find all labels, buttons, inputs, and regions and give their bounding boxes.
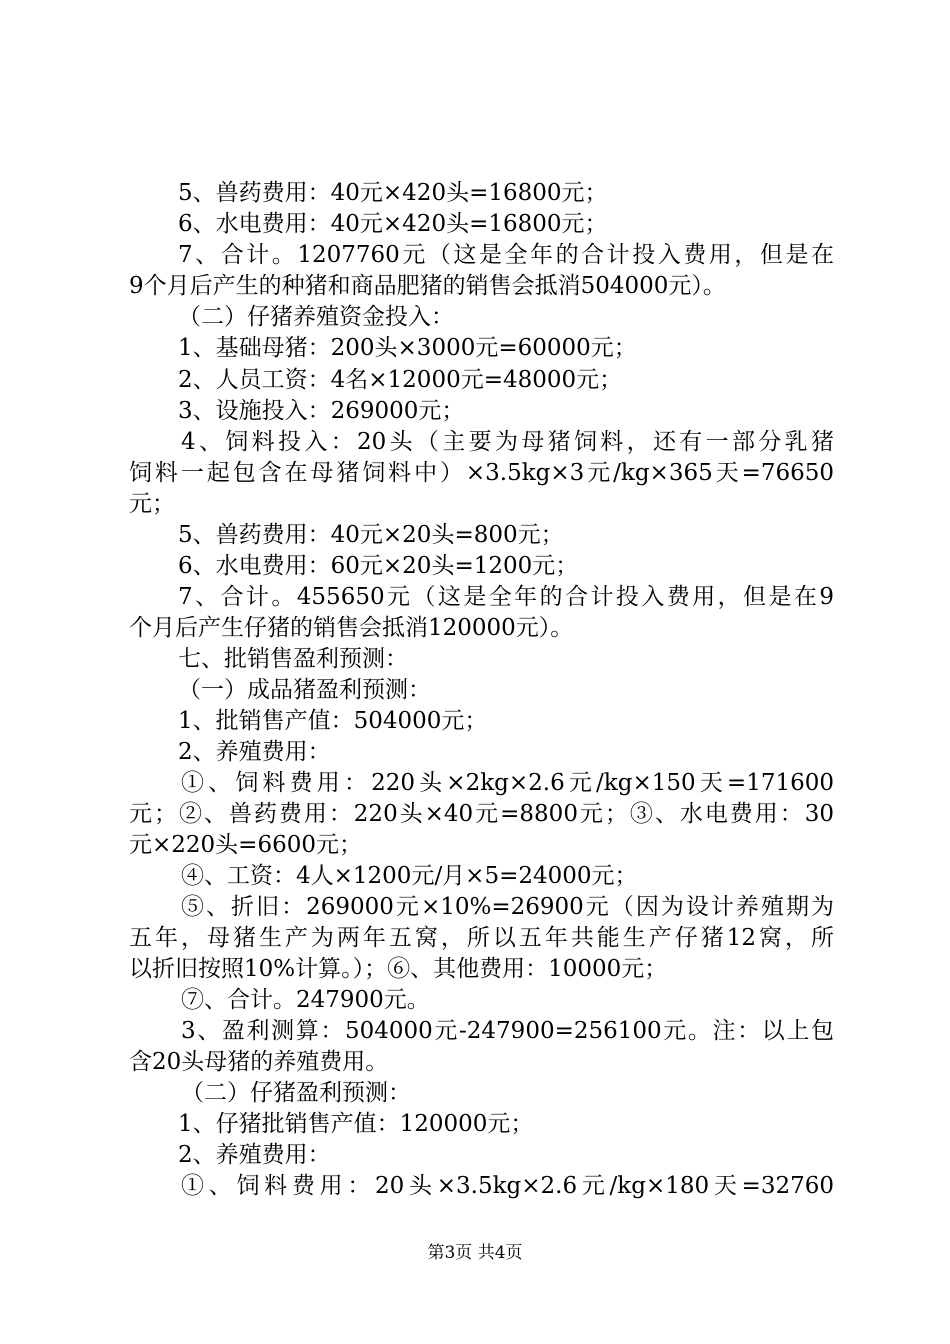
text-line-feed-end: 元； (129, 491, 175, 517)
page-footer: 第3页 共4页 (427, 1243, 523, 1263)
text-line-salary: ④、工资：4人×1200元/月×5=24000元； (181, 863, 638, 889)
text-line-facilities: 3、设施投入：269000元； (178, 398, 465, 424)
text-line-output-value: 1、批销售产值：504000元； (178, 708, 488, 734)
text-line-feed-cont: 饲料一起包含在母猪饲料中）×3.5kg×3元/kg×365天=76650 (129, 460, 834, 486)
text-line-vet-cost: 5、兽药费用：40元×420头=16800元； (178, 180, 608, 206)
text-line-profit-calc-cont: 含20头母猪的养殖费用。 (129, 1049, 389, 1075)
text-line-piglet-breeding-cost: 2、养殖费用： (178, 1142, 331, 1168)
text-line-feed: 4、饲料投入：20头（主要为母猪饲料，还有一部分乳猪 (181, 429, 834, 455)
section-heading-piglet-profit: （二）仔猪盈利预测： (181, 1080, 411, 1106)
text-line-wages: 2、人员工资：4名×12000元=48000元； (178, 367, 623, 393)
text-line-subtotal: ⑦、合计。247900元。 (181, 987, 430, 1013)
text-line-total-2-cont: 个月后产生仔猪的销售会抵消120000元）。 (129, 615, 574, 641)
text-line-vet-cost-2: 5、兽药费用：40元×20头=800元； (178, 522, 564, 548)
text-line-feed-cost: ①、饲料费用：220头×2kg×2.6元/kg×150天=171600 (181, 770, 834, 796)
text-line-total-2: 7、合计。455650元（这是全年的合计投入费用，但是在9 (178, 584, 834, 610)
text-line-breeding-cost: 2、养殖费用： (178, 739, 331, 765)
text-line-utility-cost-2: 6、水电费用：60元×20头=1200元； (178, 553, 579, 579)
text-line-total: 7、合计。1207760元（这是全年的合计投入费用，但是在 (178, 242, 834, 268)
text-line-total-cont: 9个月后产生的种猪和商品肥猪的销售会抵消504000元）。 (129, 273, 726, 299)
section-heading-piglet-investment: （二）仔猪养殖资金投入： (178, 304, 454, 330)
text-line-piglet-feed-cost: ①、饲料费用：20头×3.5kg×2.6元/kg×180天=32760 (181, 1173, 834, 1199)
text-line-sows: 1、基础母猪：200头×3000元=60000元； (178, 335, 637, 361)
text-line-depreciation-cont: 五年，母猪生产为两年五窝，所以五年共能生产仔猪12窝，所 (129, 925, 834, 951)
section-heading-finished-pig: （一）成品猪盈利预测： (178, 677, 431, 703)
text-line-utility-cost: 6、水电费用：40元×420头=16800元； (178, 211, 608, 237)
text-line-profit-calc: 3、盈利测算：504000元-247900=256100元。注：以上包 (181, 1018, 834, 1044)
text-line-feed-cost-cont: 元；②、兽药费用：220头×40元=8800元；③、水电费用：30 (129, 801, 834, 827)
text-line-depreciation: ⑤、折旧：269000元×10%=26900元（因为设计养殖期为 (181, 894, 834, 920)
section-heading-sales-profit: 七、批销售盈利预测： (178, 646, 408, 672)
text-line-utility-end: 元×220头=6600元； (129, 832, 362, 858)
text-line-piglet-output: 1、仔猪批销售产值：120000元； (178, 1111, 534, 1137)
text-line-depreciation-end: 以折旧按照10%计算。）；⑥、其他费用：10000元； (129, 956, 668, 982)
